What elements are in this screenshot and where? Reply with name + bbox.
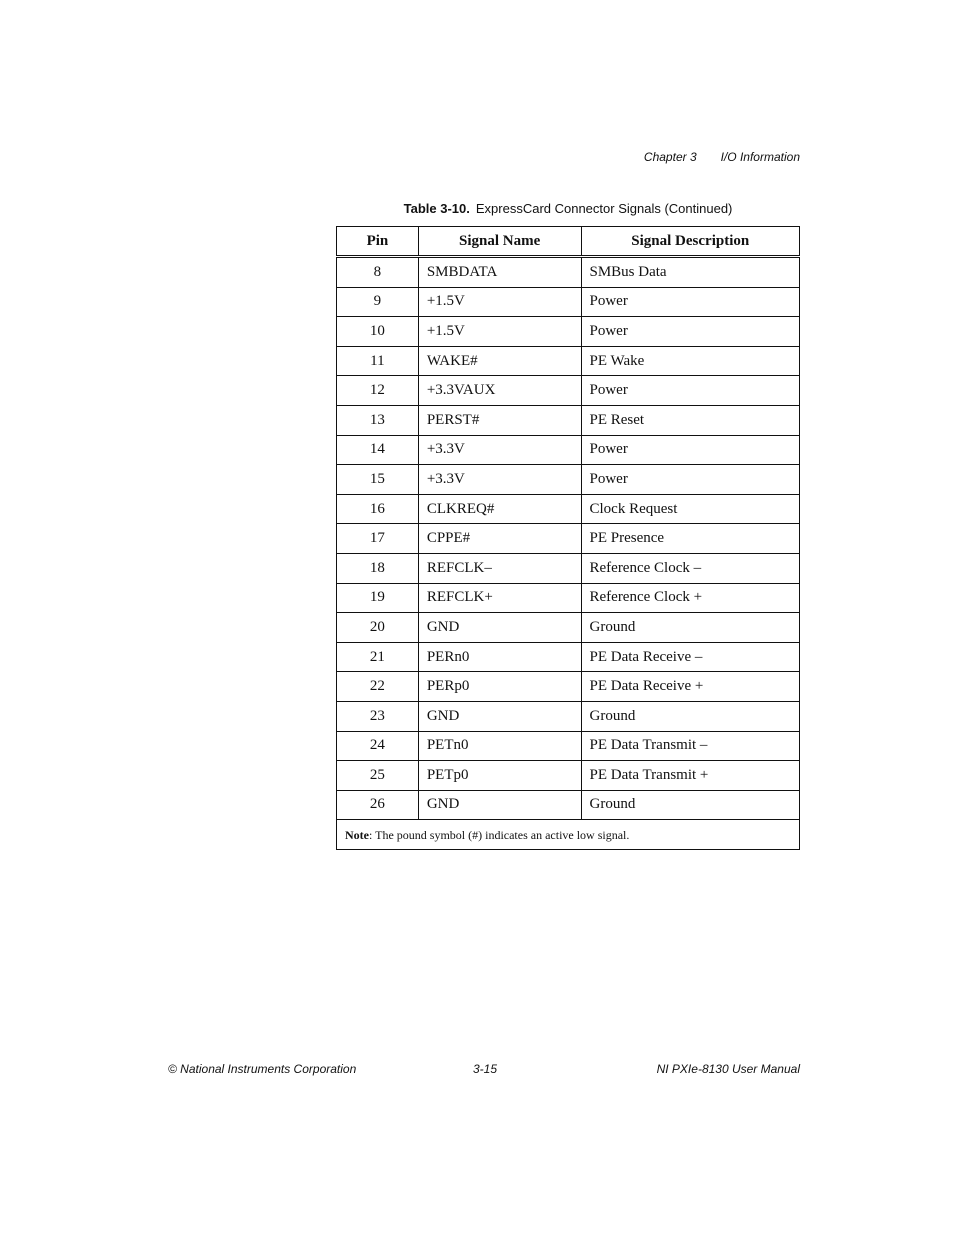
pin-cell: 8 [337,257,419,288]
pin-cell: 17 [337,524,419,554]
table-body [337,257,800,820]
table-row [337,613,800,643]
signal-name-cell: +1.5V [418,317,581,347]
table-row [337,553,800,583]
pin-cell: 10 [337,317,419,347]
table-row [337,405,800,435]
signal-description-cell: PE Wake [581,346,800,376]
pin-cell: 20 [337,613,419,643]
chapter-label: Chapter 3 [643,150,697,164]
table-row [337,672,800,702]
pin-cell: 18 [337,553,419,583]
pin-cell: 12 [337,376,419,406]
signal-name-cell: +3.3V [418,465,581,495]
signal-description-cell: Power [581,435,800,465]
pin-cell: 15 [337,465,419,495]
signal-description-cell: SMBus Data [581,257,800,288]
pin-cell: 16 [337,494,419,524]
signal-name-cell: +3.3VAUX [418,376,581,406]
note-text: : The pound symbol (#) indicates an active low signal. [369,827,630,842]
signal-description-cell: PE Data Receive + [581,672,800,702]
signal-name-cell: +3.3V [418,435,581,465]
signal-description-cell: Power [581,465,800,495]
table-row [337,435,800,465]
column-header-signal-description: Signal Description [581,227,800,257]
signal-name-cell: PETp0 [418,761,581,791]
signal-description-cell: Ground [581,701,800,731]
signal-description-cell: Clock Request [581,494,800,524]
table-row [337,376,800,406]
table-row [337,701,800,731]
footer-manual-title: NI PXIe-8130 User Manual [656,1062,800,1076]
table-row [337,465,800,495]
signal-name-cell: PERn0 [418,642,581,672]
table-header-row [337,227,800,257]
signal-description-cell: PE Presence [581,524,800,554]
signal-description-cell: PE Data Transmit – [581,731,800,761]
signal-name-cell: SMBDATA [418,257,581,288]
signal-name-cell: GND [418,701,581,731]
table-row [337,524,800,554]
table-row [337,287,800,317]
note-label: Note [345,827,369,842]
table-row [337,583,800,613]
table-row [337,494,800,524]
running-header [644,150,800,164]
signal-description-cell: Power [581,287,800,317]
signal-name-cell: PERp0 [418,672,581,702]
signal-name-cell: CLKREQ# [418,494,581,524]
signal-description-cell: Power [581,376,800,406]
table-row [337,346,800,376]
signal-name-cell: CPPE# [418,524,581,554]
table-caption-number: Table 3-10. [403,201,470,216]
table-note-row [337,820,800,850]
pin-cell: 25 [337,761,419,791]
pin-cell: 22 [337,672,419,702]
signal-name-cell: REFCLK– [418,553,581,583]
pin-cell: 9 [337,287,419,317]
signal-description-cell: Reference Clock – [581,553,800,583]
signal-description-cell: Ground [581,613,800,643]
signal-description-cell: PE Data Receive – [581,642,800,672]
footer-copyright: © National Instruments Corporation [168,1062,357,1076]
signal-name-cell: PERST# [418,405,581,435]
pin-cell: 21 [337,642,419,672]
signal-description-cell: Reference Clock + [581,583,800,613]
table-row [337,761,800,791]
signal-description-cell: PE Data Transmit + [581,761,800,791]
signal-name-cell: GND [418,790,581,820]
signal-name-cell: REFCLK+ [418,583,581,613]
pin-cell: 24 [337,731,419,761]
signal-name-cell: PETn0 [418,731,581,761]
column-header-signal-name: Signal Name [418,227,581,257]
pin-cell: 13 [337,405,419,435]
pin-cell: 11 [337,346,419,376]
table-row [337,257,800,288]
signals-table [336,226,800,850]
pin-cell: 14 [337,435,419,465]
page-number: 3-15 [473,1062,498,1076]
pin-cell: 23 [337,701,419,731]
table-row [337,731,800,761]
table-row [337,317,800,347]
pin-cell: 19 [337,583,419,613]
signal-name-cell: +1.5V [418,287,581,317]
signal-name-cell: GND [418,613,581,643]
signal-description-cell: PE Reset [581,405,800,435]
table-note [337,820,800,850]
table-row [337,642,800,672]
table-row [337,790,800,820]
signal-description-cell: Power [581,317,800,347]
signal-description-cell: Ground [581,790,800,820]
table-caption-title: ExpressCard Connector Signals (Continued) [475,201,733,216]
section-label: I/O Information [720,150,800,164]
signal-name-cell: WAKE# [418,346,581,376]
pin-cell: 26 [337,790,419,820]
table-caption [336,201,800,216]
column-header-pin: Pin [337,227,419,257]
